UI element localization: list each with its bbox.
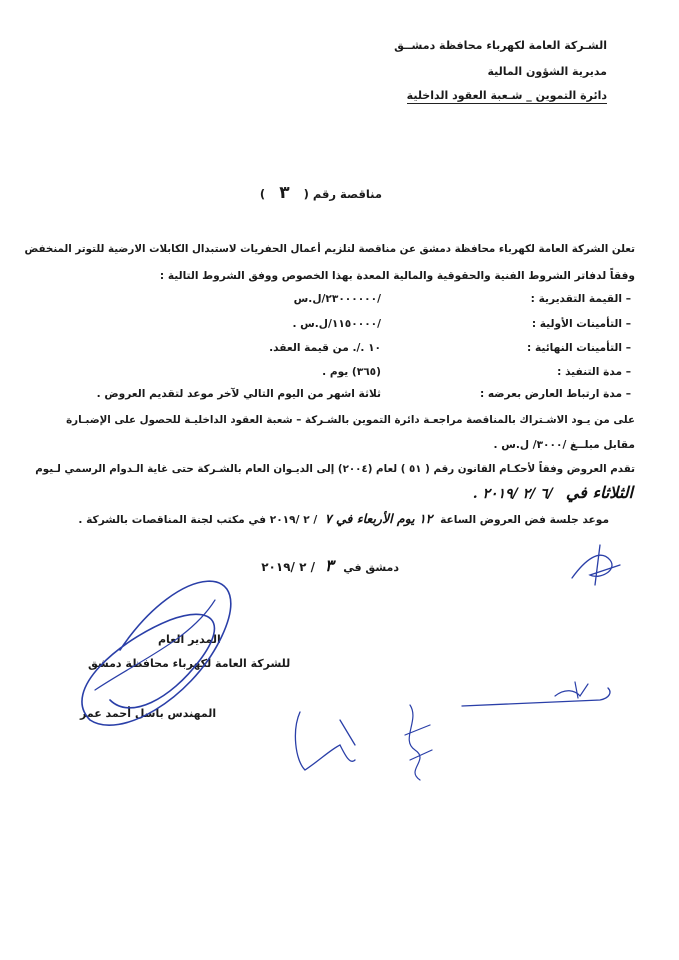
condition-label: – مدة التنفيذ : [557,366,631,378]
participation-line-2: مقابل مبلــغ /٣٠٠٠/ ل.س . [493,439,635,451]
tender-number: ٣ [279,183,290,203]
place-date-handwritten: ٣ [324,556,334,575]
opening-prefix: موعد جلسة فض العروض الساعة [440,514,609,526]
signatory-title: المدير العام [158,633,221,646]
condition-value: /١١٥٠٠٠٠/ل.س . [292,318,381,330]
condition-value: (٣٦٥) يوم . [322,366,381,378]
company-name: الشـركة العامة لكهرباء محافظة دمشــق [394,39,607,52]
tender-title-prefix: مناقصة رقم ( [303,187,382,201]
condition-label: – التأمينات الأولية : [531,318,631,330]
place-date-date: / ٢ /٢٠١٩ [261,560,315,574]
tender-title [260,183,382,203]
opening-handwritten: ١٢ يوم الأربعاء في ٧ [324,511,433,526]
condition-value: ثلاثة اشهر من اليوم التالي لآخر موعد لتقديم العروض . [96,388,381,400]
condition-value: ١٠ ./. من قيمة العقد. [269,342,381,354]
place-date-text: دمشق في [343,561,399,574]
opening-suffix: / ٢ /٢٠١٩ في مكتب لجنة المناقصات بالشركة . [78,514,318,526]
submission-line-2 [473,483,633,502]
submission-line-1: تقدم العروض وفقاً لأحكـام القانون رقم ( ٥١ ) لعام (٢٠٠٤) إلى الديـوان العام بالشـركة حتى غاية الـدوام الرسمي لـيوم [35,463,635,475]
participation-line-1: على من يـود الاشـتراك بالمناقصة مراجعـة دائرة التموين بالشـركة – شعبة العقود الداخليـة للحصول على الإضبـارة [66,414,635,426]
tender-title-suffix: ) [259,187,266,201]
intro-line-1: تعلن الشركة العامة لكهرباء محافظة دمشق عن مناقصة لتلزيم أعمال الحفريات لاستبدال الكابلات الارضية للتوتر المنخفض [24,243,635,255]
directorate-name: مديرية الشؤون المالية [487,65,607,78]
department-name: دائرة التموين _ شـعبة العقود الداخلية [406,89,607,102]
signatory-name: المهندس باسل أحمد عمر [80,707,217,720]
condition-label: – القيمة التقديرية : [530,293,631,305]
opening-session-line [78,511,609,526]
condition-label: – مدة ارتباط العارض بعرضه : [479,388,631,400]
condition-value: /٢٣٠٠٠٠٠٠/ل.س [293,293,381,305]
intro-line-2: وفقاً لدفاتر الشروط الفنية والحقوقية والمالية المعدة بهذا الخصوص ووفق الشروط التالية : [159,270,635,282]
signatory-org: للشركة العامة لكهرباء محافظة دمشق [88,657,291,670]
condition-label: – التأمينات النهائية : [527,342,631,354]
place-date [261,556,399,575]
handwritten-day: الثلاثاء في [565,483,633,502]
submission-date: /٦ /٢ /٢٠١٩ . [472,486,553,502]
